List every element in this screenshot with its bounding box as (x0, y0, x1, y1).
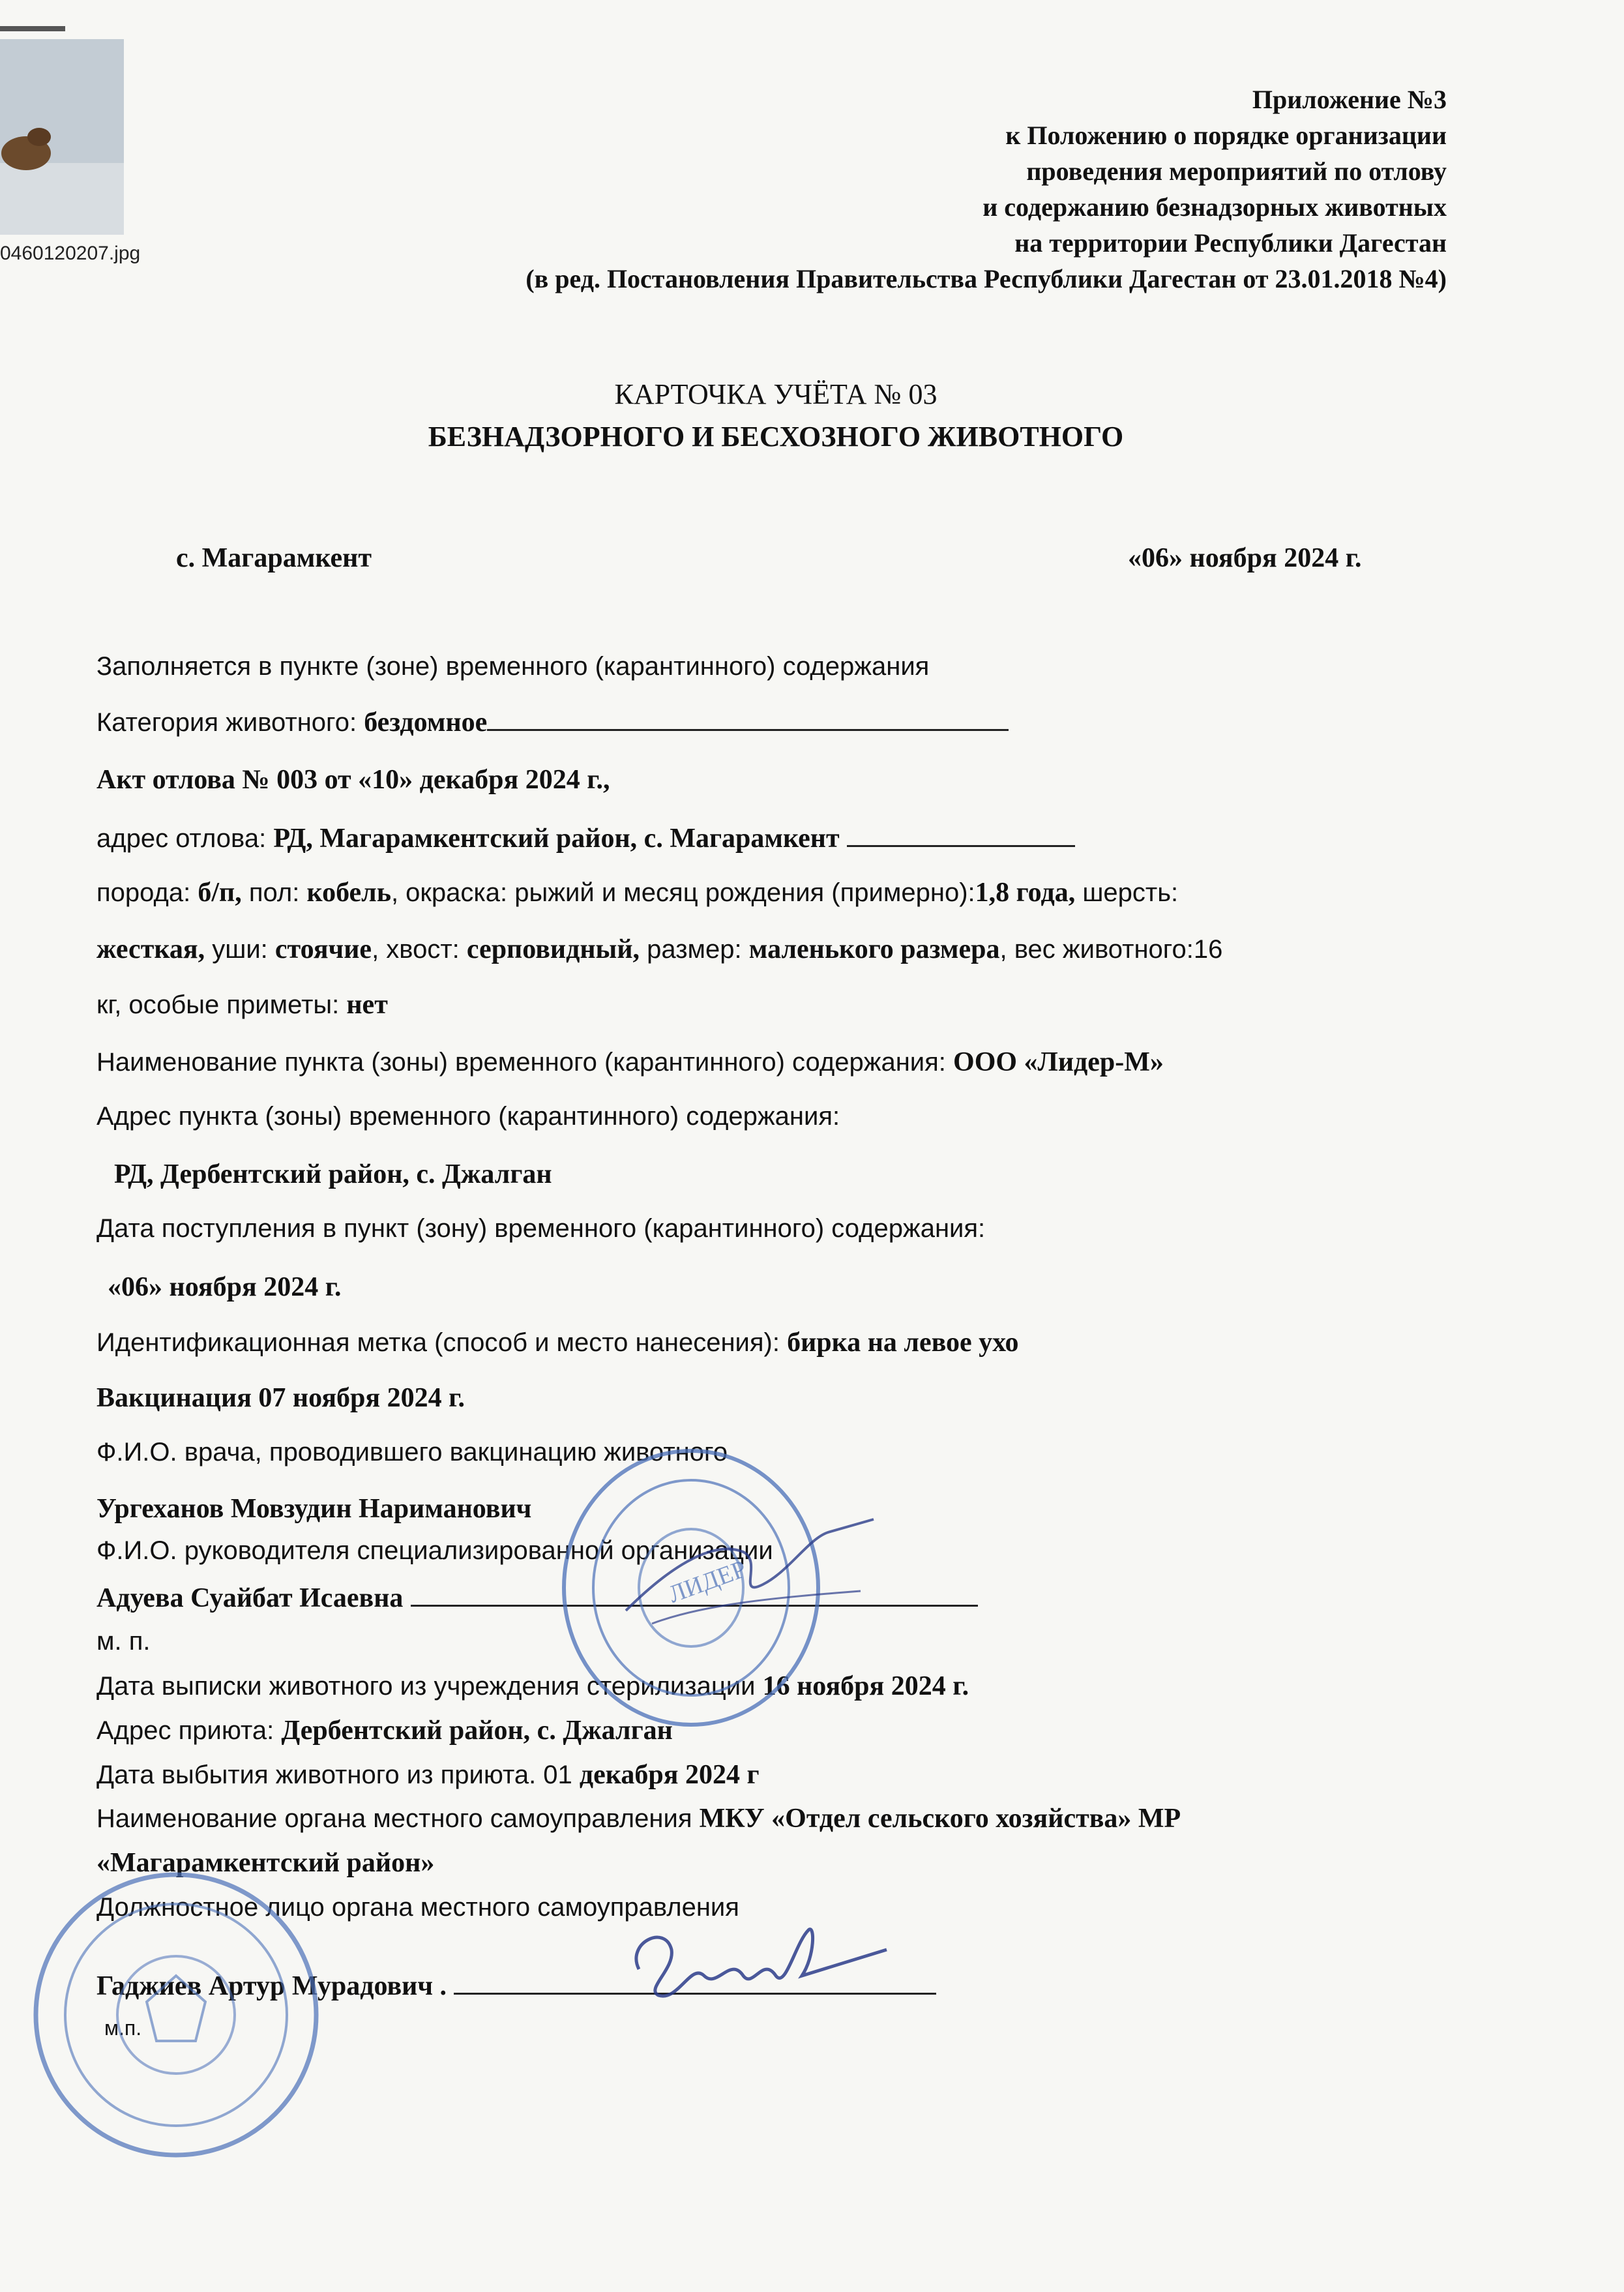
coat-label: шерсть: (1075, 878, 1179, 907)
category-value: бездомное (364, 707, 488, 737)
mp-label: м. п. (96, 1627, 151, 1656)
leave-label: Дата выбытия животного из приюта. 01 (96, 1761, 580, 1789)
appendix-line: и содержанию безнадзорных животных (982, 192, 1447, 222)
color-label: , окраска: рыжий и месяц рождения (примерно): (391, 878, 975, 907)
shelter-name-line (96, 1047, 1164, 1078)
shelter-address-label: Адрес пункта (зоны) временного (карантинного) содержания: (96, 1102, 840, 1131)
head-label: Ф.И.О. руководителя специализированной организации (96, 1536, 773, 1565)
head-name: Адуева Суайбат Исаевна (96, 1583, 404, 1613)
shelter-address-value: РД, Дербентский район, с. Джалган (114, 1159, 552, 1189)
official-signature-icon (619, 1917, 893, 2015)
photo-thumbnail[interactable] (0, 39, 124, 235)
capture-act: Акт отлова № 003 от «10» декабря 2024 г., (96, 765, 610, 795)
authority-value-2: «Магарамкентский район» (96, 1848, 435, 1878)
arrival-label: Дата поступления в пункт (зону) временного (карантинного) содержания: (96, 1214, 986, 1243)
authority-label: Наименование органа местного самоуправления (96, 1804, 700, 1833)
svg-text:ЛИДЕР: ЛИДЕР (664, 1555, 750, 1609)
leave-value: декабря 2024 г (579, 1760, 760, 1790)
capture-address-label: адрес отлова: (96, 824, 274, 853)
weight-label: , вес животного:16 (999, 935, 1223, 964)
card-subtitle: БЕЗНАДЗОРНОГО И БЕСХОЗНОГО ЖИВОТНОГО (428, 421, 1124, 453)
capture-address-line (96, 822, 1075, 854)
appendix-line: к Положению о порядке организации (1005, 121, 1447, 150)
ears-value: стоячие (274, 934, 372, 964)
authority-line (96, 1803, 1181, 1834)
official-name: Гаджиев Артур Мурадович . (96, 1971, 447, 2001)
official-label: Должностное лицо органа местного самоуправления (96, 1893, 739, 1922)
description-line-2 (96, 934, 1222, 965)
discharge-line (96, 1671, 969, 1702)
appendix-line: Приложение №3 (1252, 85, 1447, 114)
size-label: размер: (640, 935, 749, 964)
place-name: с. Магарамкент (176, 543, 372, 573)
description-line-1 (96, 877, 1178, 908)
vaccination-line: Вакцинация 07 ноября 2024 г. (96, 1383, 465, 1413)
vet-name: Ургеханов Мовзудин Нариманович (96, 1494, 532, 1524)
breed-label: порода: (96, 878, 198, 907)
weight-unit: кг, особые приметы: (96, 990, 347, 1019)
description-line-3 (96, 989, 388, 1020)
id-mark-line (96, 1327, 1019, 1358)
size-value: маленького размера (748, 934, 1000, 964)
shelter-name-value: ООО «Лидер-М» (953, 1047, 1164, 1077)
appendix-line: на территории Республики Дагестан (1014, 228, 1447, 258)
capture-address-value: РД, Магарамкентский район, с. Магарамкент (273, 824, 840, 854)
discharge-value: 16 ноября 2024 г. (762, 1671, 969, 1701)
breed-value: б/п, (198, 878, 242, 908)
tail-value: серповидный, (466, 934, 640, 964)
shelter-name-label: Наименование пункта (зоны) временного (карантинного) содержания: (96, 1048, 954, 1077)
authority-value: МКУ «Отдел сельского хозяйства» МР (699, 1804, 1181, 1834)
discharge-label: Дата выписки животного из учреждения стерилизации (96, 1672, 763, 1701)
category-line (96, 706, 1009, 738)
ears-label: уши: (205, 935, 275, 964)
blank-line (487, 706, 1009, 731)
vet-label: Ф.И.О. врача, проводившего вакцинацию животного (96, 1438, 728, 1466)
thumbnail-caption: 0460120207.jpg (0, 243, 141, 264)
arrival-value: «06» ноября 2024 г. (108, 1272, 342, 1302)
category-label: Категория животного: (96, 708, 364, 737)
shelter2-value: Дербентский район, с. Джалган (281, 1716, 673, 1746)
appendix-line: проведения мероприятий по отлову (1026, 156, 1447, 186)
leave-line (96, 1759, 760, 1791)
filled-at-line: Заполняется в пункте (зоне) временного (карантинного) содержания (96, 652, 930, 681)
blank-line (847, 822, 1075, 847)
marks-value: нет (346, 990, 388, 1020)
id-mark-value: бирка на левое ухо (787, 1328, 1019, 1358)
tail-label: , хвост: (372, 935, 467, 964)
appendix-note (525, 82, 1447, 297)
sex-label: пол: (241, 878, 307, 907)
age-value: 1,8 года, (975, 878, 1076, 908)
head-signature-icon (613, 1500, 887, 1643)
id-mark-label: Идентификационная метка (способ и место нанесения): (96, 1328, 788, 1357)
official-mp: м.п. (104, 2016, 142, 2040)
card-date: «06» ноября 2024 г. (1128, 543, 1362, 573)
shelter2-label: Адрес приюта: (96, 1716, 282, 1745)
sex-value: кобель (306, 878, 391, 908)
municipal-seal-icon (26, 1865, 326, 2165)
appendix-line: (в ред. Постановления Правительства Республики Дагестан от 23.01.2018 №4) (525, 264, 1447, 293)
card-title: КАРТОЧКА УЧЁТА № 03 (614, 378, 937, 410)
coat-value: жесткая, (96, 934, 205, 964)
dog-photo-icon (0, 39, 124, 235)
thumbnail-bar (0, 26, 65, 31)
